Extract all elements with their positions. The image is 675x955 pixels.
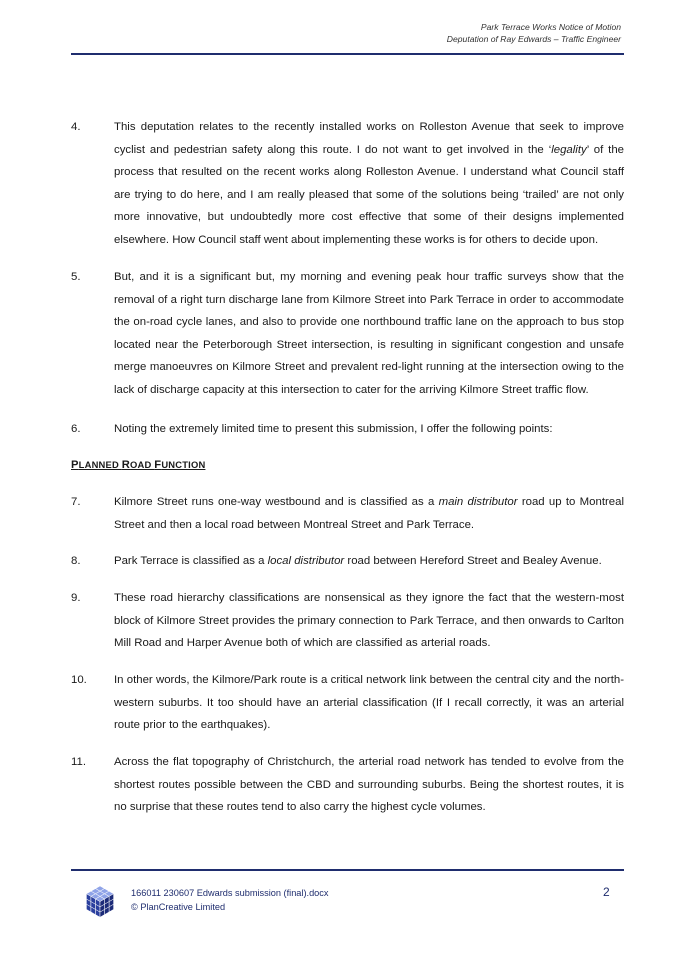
paragraph-text — [114, 751, 624, 819]
text-run: LANNED — [78, 459, 122, 470]
paragraph-8 — [71, 550, 624, 573]
text-run: road up to Montreal Street and then a local road between Montreal Street and Park Terrace. — [114, 496, 624, 531]
text-run: ’ of the process that resulted on the recent works along Rolleston Avenue. I understand what Council staff are trying to do here, and I am really pleased that some of the solutions being ‘trailed’ are not only more innovative, but undoubtedly more cost effective that some of their designs implemented elsewhere. How Council staff went about implementing these works is for others to decide upon. — [114, 143, 624, 246]
plancreative-logo-icon — [78, 877, 122, 921]
paragraph-text — [114, 669, 624, 737]
paragraph-text — [114, 587, 624, 655]
paragraph-number: 6. — [71, 423, 81, 435]
section-heading — [71, 459, 205, 471]
paragraph-number: 4. — [71, 121, 81, 133]
paragraph-4 — [71, 116, 624, 252]
paragraph-text — [114, 116, 624, 252]
paragraph-text — [114, 491, 624, 536]
paragraph-number: 10. — [71, 674, 87, 686]
footer-copyright: © PlanCreative Limited — [131, 901, 226, 912]
paragraph-number: 8. — [71, 555, 81, 567]
italic-text: legality — [551, 143, 587, 156]
footer-text — [131, 887, 328, 914]
header-title: Park Terrace Works Notice of Motion — [480, 22, 621, 32]
text-run: UNCTION — [161, 459, 206, 470]
paragraph-6 — [71, 418, 624, 441]
italic-text: local distributor — [267, 555, 345, 567]
text-run: road between Hereford Street and Bealey Avenue. — [344, 555, 602, 567]
page-header — [447, 22, 621, 45]
text-run: Kilmore Street runs one-way westbound and is classified as a — [114, 496, 439, 508]
paragraph-number: 11. — [71, 756, 86, 768]
header-rule — [71, 53, 624, 55]
paragraph-number: 5. — [71, 271, 81, 283]
italic-text: main distributor — [438, 496, 518, 508]
text-run: This deputation relates to the recently installed works on Rolleston Avenue that seek to improve cyclist and pedestrian safety along this route. I do not want to get involved in the ‘ — [114, 121, 624, 156]
paragraph-number: 9. — [71, 592, 81, 604]
footer-filename: 166011 230607 Edwards submission (final).docx — [131, 888, 329, 898]
paragraph-10 — [71, 669, 624, 737]
text-run: In other words, the Kilmore/Park route is a critical network link between the central city and the north-western suburbs. It too should have an arterial classification (If I recall correctly, it was an arterial route prior to the earthquakes). — [114, 674, 624, 732]
paragraph-text — [114, 266, 624, 402]
text-run: P — [71, 459, 79, 471]
text-run: OAD — [130, 459, 155, 470]
page-number: 2 — [603, 885, 610, 899]
paragraph-text — [114, 418, 624, 441]
text-run: These road hierarchy classifications are nonsensical as they ignore the fact that the western-most block of Kilmore Street provides the primary connection to Park Terrace, and then onwards to Carlton Mill Road and Harper Avenue both of which are classified as arterial roads. — [114, 592, 624, 650]
text-run: But, and it is a significant but, my morning and evening peak hour traffic surveys show that the removal of a right turn discharge lane from Kilmore Street into Park Terrace in order to accommodate the on-road cycle lanes, and also to provide one northbound traffic lane on the approach to bus stop located near the Peterborough Street intersection, is resulting in significant congestion and unsafe merge manoeuvres on Kilmore Street and prevalent red-light running at the intersection owing to the lack of discharge capacity at this intersection to cater for the arriving Kilmore Street traffic flow. — [114, 271, 624, 396]
footer-rule — [71, 869, 624, 871]
text-run: Park Terrace is classified as a — [114, 555, 268, 567]
paragraph-number: 7. — [71, 496, 81, 508]
header-subtitle: Deputation of Ray Edwards – Traffic Engineer — [446, 33, 621, 44]
paragraph-text — [114, 550, 624, 573]
paragraph-11 — [71, 751, 624, 819]
paragraph-5 — [71, 266, 624, 402]
text-run: Noting the extremely limited time to present this submission, I offer the following points: — [114, 423, 553, 435]
text-run: F — [154, 459, 162, 471]
text-run: Across the flat topography of Christchurch, the arterial road network has tended to evolve from the shortest routes possible between the CBD and surrounding suburbs. Being the shortest routes, it is no surprise that these routes tend to also carry the highest cycle volumes. — [114, 756, 624, 814]
text-run: R — [121, 459, 131, 471]
paragraph-9 — [71, 587, 624, 655]
paragraph-7 — [71, 491, 624, 536]
